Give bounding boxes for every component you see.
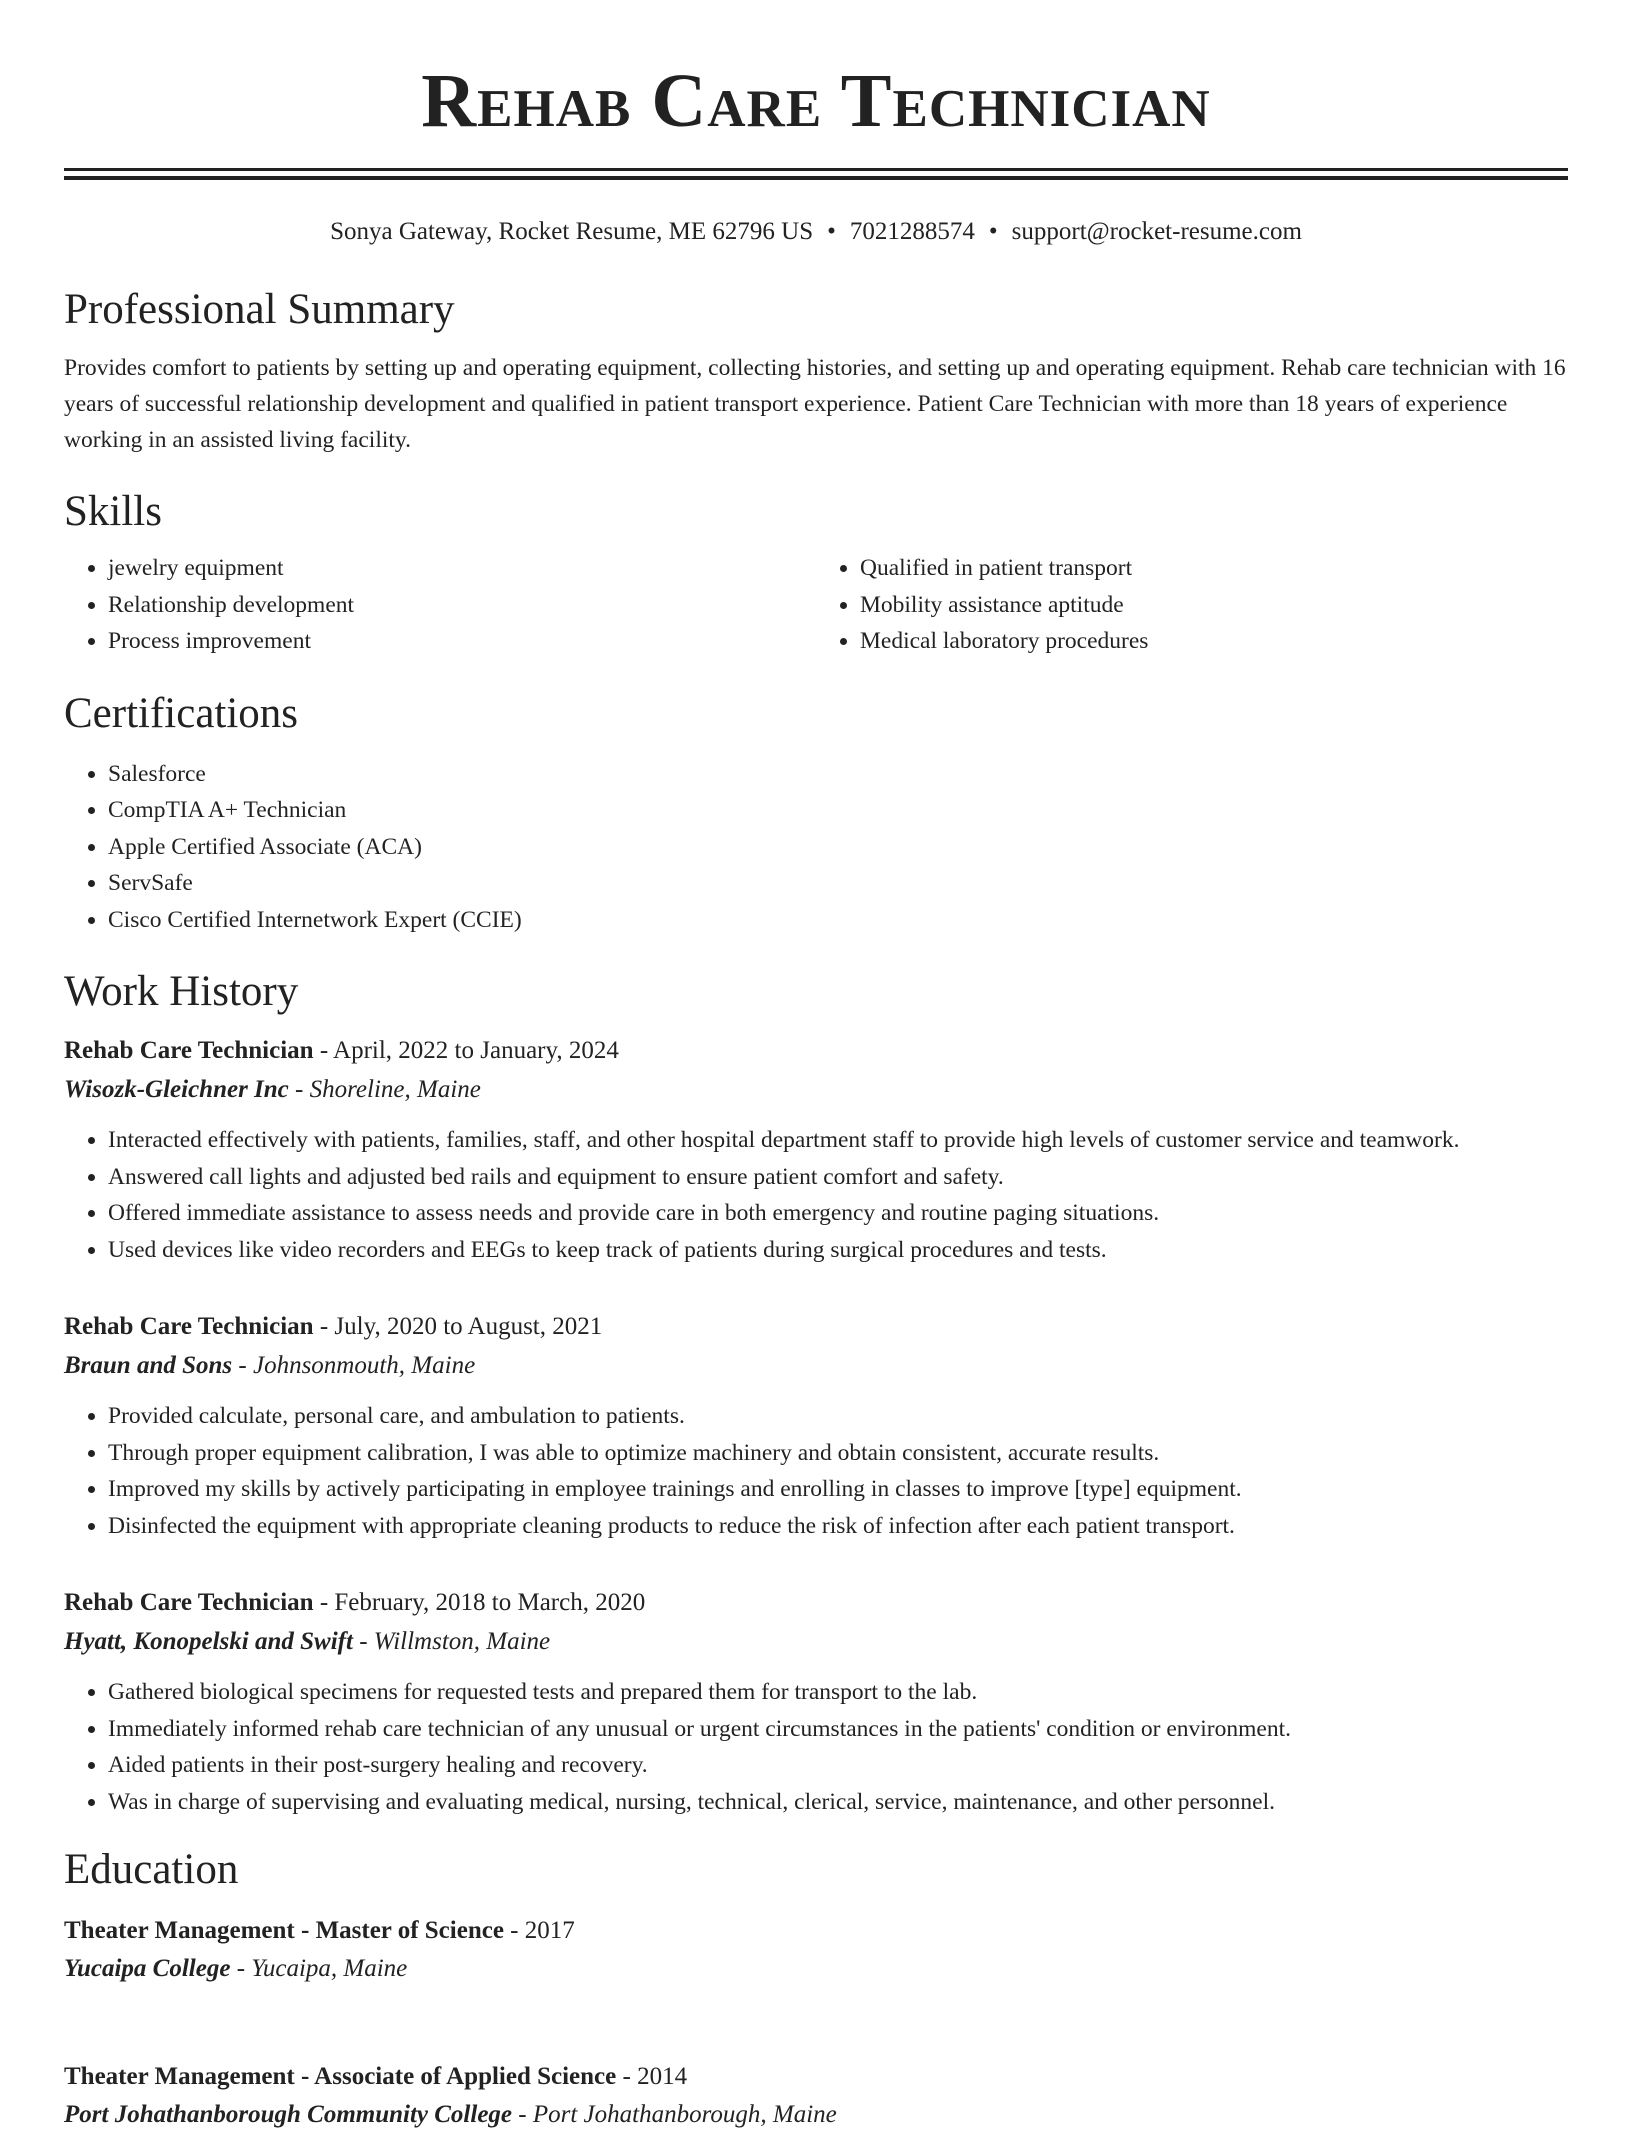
resume-title: Rehab Care Technician [421, 59, 1211, 143]
job-bullet: • Gathered biological specimens for requested tests and prepared them for transport to the lab. [108, 1674, 1568, 1711]
job-entry [64, 1032, 1568, 1268]
summary-text: Provides comfort to patients by setting up and operating equipment, collecting histories, and setting up and operating equipment. Rehab care technician with 16 years of successful relationship development and qualified in patient transport experience. Patient Care Technician with more than 18 years of experience working in an assisted living facility. [64, 355, 1566, 453]
certifications-list [64, 756, 1568, 939]
job-bullets [64, 1398, 1568, 1544]
job-title: Rehab Care Technician [64, 1037, 314, 1064]
contact-address: Sonya Gateway, Rocket Resume, ME 62796 US [330, 218, 814, 245]
certification-item: • CompTIA A+ Technician [108, 792, 1568, 829]
contact-phone: 7021288574 [849, 218, 975, 245]
job-company: Wisozk-Gleichner Inc [64, 1076, 289, 1103]
job-dates: - July, 2020 to August, 2021 [313, 1313, 603, 1340]
job-bullet: • Improved my skills by actively participating in employee trainings and enrolling in classes to improve [type] equipment. [108, 1471, 1568, 1508]
education-degree-line [64, 2058, 1568, 2096]
job-company-line [64, 1622, 1568, 1662]
education-degree: Theater Management - Associate of Applied Science [64, 2063, 617, 2090]
job-company-line [64, 1070, 1568, 1110]
certification-item: • ServSafe [108, 865, 1568, 902]
education-year: - 2017 [503, 1917, 575, 1944]
job-bullet: • Through proper equipment calibration, I was able to optimize machinery and obtain consistent, accurate results. [108, 1435, 1568, 1472]
job-bullet: • Offered immediate assistance to assess needs and provide care in both emergency and routine paging situations. [108, 1195, 1568, 1232]
contact-email: support@rocket-resume.com [1011, 218, 1302, 245]
education-school: Port Johathanborough Community College [64, 2101, 513, 2128]
skill-item: • Process improvement [108, 623, 816, 660]
job-bullet: • Interacted effectively with patients, families, staff, and other hospital department staff to provide high levels of customer service and teamwork. [108, 1122, 1568, 1159]
education-entry [64, 1912, 1568, 1988]
skill-item: • Qualified in patient transport [860, 550, 1568, 587]
job-location: - Shoreline, Maine [288, 1076, 481, 1103]
education-year: - 2014 [616, 2063, 688, 2090]
certification-item: • Cisco Certified Internetwork Expert (CCIE) [108, 902, 1568, 939]
education-school-line [64, 2096, 1568, 2134]
job-dates: - April, 2022 to January, 2024 [313, 1037, 619, 1064]
skill-item: • Mobility assistance aptitude [860, 587, 1568, 624]
job-company: Hyatt, Konopelski and Swift [64, 1628, 353, 1655]
title-divider [64, 168, 1568, 180]
certification-item: • Apple Certified Associate (ACA) [108, 829, 1568, 866]
job-location: - Willmston, Maine [352, 1628, 551, 1655]
education-entry [64, 2058, 1568, 2134]
job-bullet: • Answered call lights and adjusted bed rails and equipment to ensure patient comfort and safety. [108, 1159, 1568, 1196]
certification-item: • Salesforce [108, 756, 1568, 793]
skill-item: • Medical laboratory procedures [860, 623, 1568, 660]
job-title: Rehab Care Technician [64, 1589, 314, 1616]
job-title-line [64, 1584, 1568, 1622]
job-location: - Johnsonmouth, Maine [232, 1352, 476, 1379]
education-location: - Port Johathanborough, Maine [512, 2101, 837, 2128]
job-entry [64, 1308, 1568, 1544]
job-bullets [64, 1674, 1568, 1820]
job-bullets [64, 1122, 1568, 1268]
section-heading-education: Education [64, 1846, 239, 1893]
job-bullet: • Was in charge of supervising and evaluating medical, nursing, technical, clerical, service, maintenance, and other personnel. [108, 1784, 1568, 1821]
education-degree: Theater Management - Master of Science [64, 1917, 504, 1944]
skills-list-right [816, 550, 1568, 660]
job-bullet: • Provided calculate, personal care, and ambulation to patients. [108, 1398, 1568, 1435]
section-heading-summary: Professional Summary [64, 286, 455, 333]
education-degree-line [64, 1912, 1568, 1950]
skills-grid [64, 550, 1568, 660]
job-title: Rehab Care Technician [64, 1313, 314, 1340]
skill-item: • Relationship development [108, 587, 816, 624]
job-bullet: • Immediately informed rehab care technician of any unusual or urgent circumstances in the patients' condition or environment. [108, 1711, 1568, 1748]
job-title-line [64, 1032, 1568, 1070]
section-heading-skills: Skills [64, 488, 162, 535]
job-title-line [64, 1308, 1568, 1346]
job-bullet: • Disinfected the equipment with appropriate cleaning products to reduce the risk of infection after each patient transport. [108, 1508, 1568, 1545]
section-heading-certifications: Certifications [64, 689, 299, 737]
education-school-line [64, 1950, 1568, 1988]
job-dates: - February, 2018 to March, 2020 [313, 1589, 646, 1616]
contact-line [64, 214, 1568, 250]
job-bullet: • Aided patients in their post-surgery healing and recovery. [108, 1747, 1568, 1784]
job-bullet: • Used devices like video recorders and EEGs to keep track of patients during surgical procedures and tests. [108, 1232, 1568, 1269]
section-heading-work-history: Work History [64, 968, 299, 1015]
education-location: - Yucaipa, Maine [230, 1955, 408, 1982]
skill-item: • jewelry equipment [108, 550, 816, 587]
job-entry [64, 1584, 1568, 1820]
contact-separator: • [988, 218, 998, 245]
job-company: Braun and Sons [64, 1352, 233, 1379]
skills-list-left [64, 550, 816, 660]
job-company-line [64, 1346, 1568, 1386]
education-school: Yucaipa College [64, 1955, 231, 1982]
contact-separator: • [827, 218, 836, 245]
